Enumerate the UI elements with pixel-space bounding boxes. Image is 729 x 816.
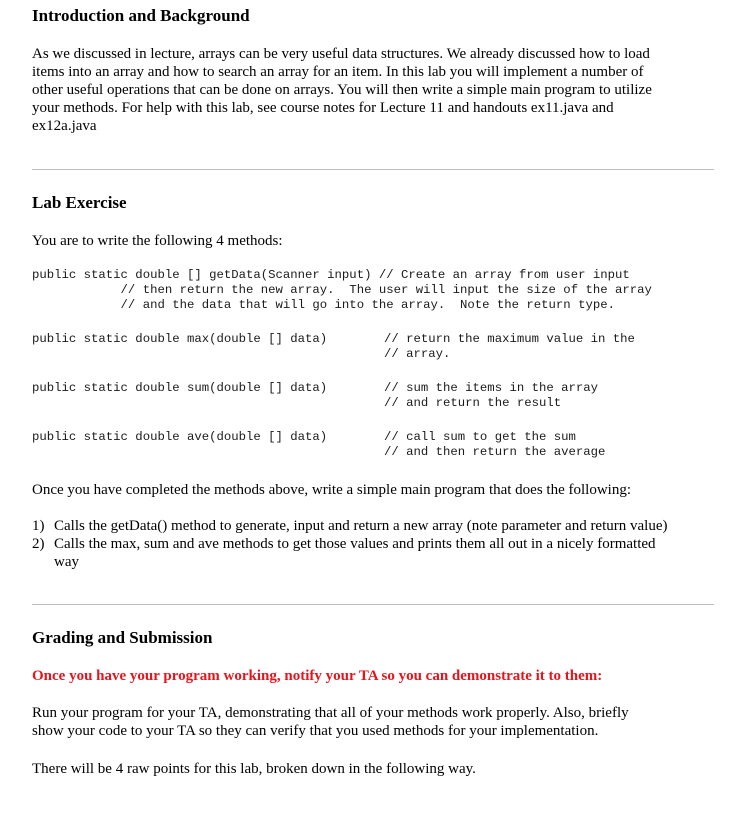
lab-intro-line: You are to write the following 4 methods: [32, 233, 283, 249]
intro-line: items into an array and how to search an array for an item. In this lab you will implement a number of [32, 64, 644, 80]
intro-line: your methods. For help with this lab, see course notes for Lecture 11 and handouts ex11.java and [32, 100, 614, 116]
intro-line: other useful operations that can be done on arrays. You will then write a simple main program to utilize [32, 82, 652, 98]
max-signature: public static double max(double [] data) [32, 332, 328, 346]
sum-signature: public static double sum(double [] data) [32, 381, 328, 395]
ave-comment: // and then return the average [384, 445, 606, 459]
section-divider [32, 604, 714, 605]
run-line: show your code to your TA so they can verify that you used methods for your implementation. [32, 723, 599, 739]
points-line: There will be 4 raw points for this lab, broken down in the following way. [32, 761, 476, 777]
section-divider [32, 169, 714, 170]
after-methods-line: Once you have completed the methods above, write a simple main program that does the following: [32, 482, 632, 498]
step-number: 2) [32, 536, 45, 552]
intro-line: ex12a.java [32, 118, 97, 134]
ave-comment: // call sum to get the sum [384, 430, 576, 444]
run-paragraph [32, 704, 712, 740]
step-text: Calls the getData() method to generate, input and return a new array (note parameter and return value) [54, 518, 668, 534]
lab-intro-text [32, 232, 712, 250]
ave-signature: public static double ave(double [] data) [32, 430, 328, 444]
sum-comment: // sum the items in the array [384, 381, 599, 395]
intro-paragraph [32, 45, 712, 135]
lab-heading: Lab Exercise [32, 193, 127, 212]
max-comment: // return the maximum value in the [384, 332, 635, 346]
step-text-continued: way [54, 554, 79, 570]
intro-heading: Introduction and Background [32, 6, 250, 25]
step-number: 1) [32, 518, 45, 534]
sum-comment: // and return the result [384, 396, 562, 410]
max-comment: // array. [384, 347, 451, 361]
after-methods-text [32, 481, 712, 499]
step-text: Calls the max, sum and ave methods to get those values and prints them all out in a nicely formatted [54, 536, 656, 552]
points-paragraph [32, 760, 712, 778]
ta-notice: Once you have your program working, notify your TA so you can demonstrate it to them: [32, 668, 603, 684]
intro-line: As we discussed in lecture, arrays can be very useful data structures. We already discussed how to load [32, 46, 650, 62]
getdata-code-line: public static double [] getData(Scanner input) // Create an array from user input [32, 268, 630, 282]
getdata-code-line: // then return the new array. The user will input the size of the array [32, 283, 652, 297]
run-line: Run your program for your TA, demonstrating that all of your methods work properly. Also, briefly [32, 705, 629, 721]
getdata-code-line: // and the data that will go into the array. Note the return type. [32, 298, 615, 312]
grading-heading: Grading and Submission [32, 628, 213, 647]
